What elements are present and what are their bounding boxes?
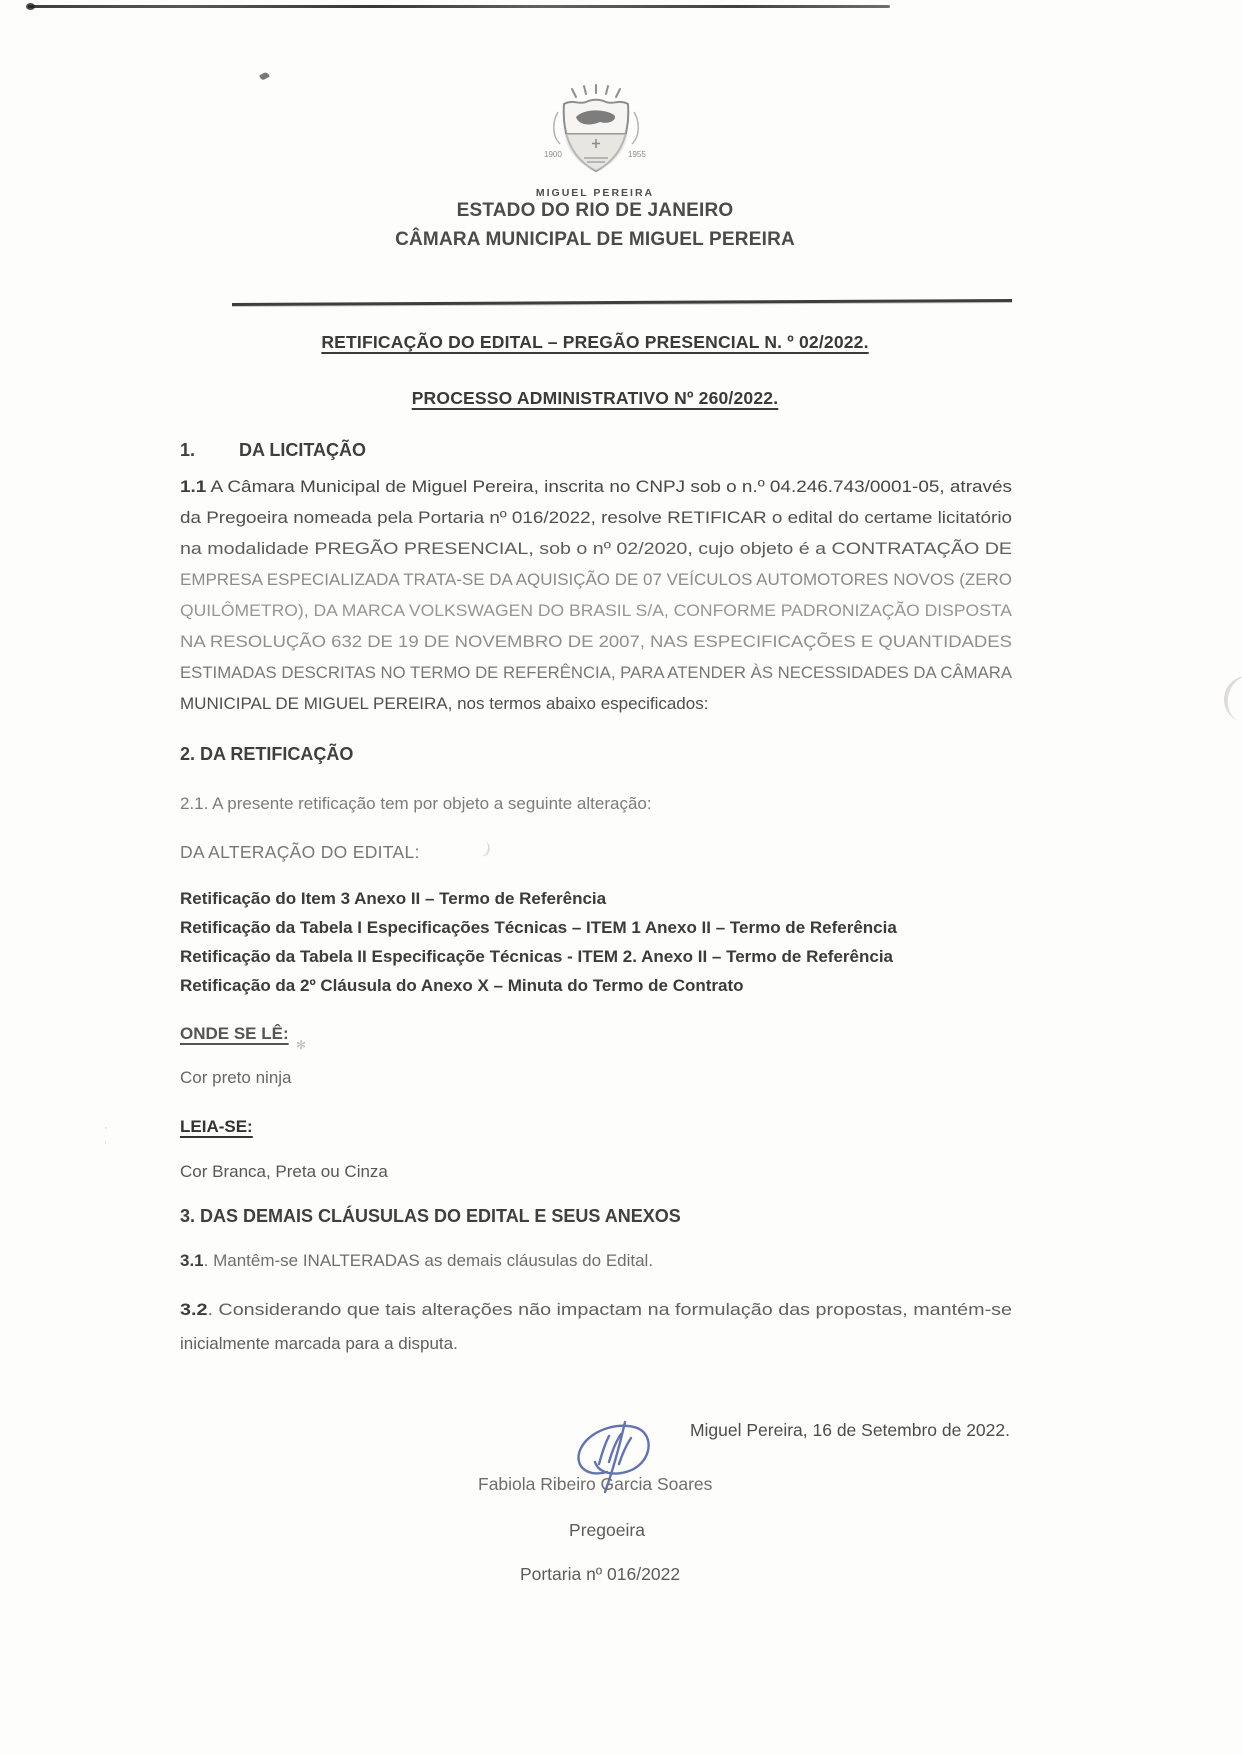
org-line: CÂMARA MUNICIPAL DE MIGUEL PEREIRA [395,229,795,250]
header-separator-rule [232,299,1012,306]
item-3-2-text: . Considerando que tais alterações não impactam na formulação das propostas, mantém-se [207,1300,1012,1319]
item-3-2-line-1 [180,1300,1012,1320]
date-place-line: Miguel Pereira, 16 de Setembro de 2022. [689,1420,1010,1440]
paragraph-line: na modalidade PREGÃO PRESENCIAL, sob o nº 02/2020, cujo objeto é a CONTRATAÇÃO DE [180,539,1013,558]
paragraph-line: MUNICIPAL DE MIGUEL PEREIRA, nos termos abaixo especificados: [180,694,709,713]
item-3-2-number: 3.2 [180,1300,208,1319]
scan-artifact-margin-dots: · . [104,1122,116,1146]
item-3-1 [180,1251,653,1271]
signer-role: Pregoeira [569,1520,645,1540]
document-title: RETIFICAÇÃO DO EDITAL – PREGÃO PRESENCIAL N. º 02/2022. [321,332,869,352]
paragraph-line: da Pregoeira nomeada pela Portaria nº 016/2022, resolve RETIFICAR o edital do certame licitatório [180,508,1012,527]
signer-ordinance: Portaria nº 016/2022 [519,1564,681,1584]
section-2-heading: 2. DA RETIFICAÇÃO [180,744,354,764]
section-1-heading [180,440,366,461]
state-line: ESTADO DO RIO DE JANEIRO [456,200,734,221]
coat-of-arms-icon [520,84,670,180]
section-1-title: DA LICITAÇÃO [239,440,366,460]
leia-se-label: LEIA-SE: [180,1117,253,1136]
crest-caption: MIGUEL PEREIRA [535,187,655,199]
item-3-1-text: . Mantêm-se INALTERADAS as demais cláusulas do Edital. [203,1251,654,1270]
rectification-item: Retificação da Tabela I Especificações Técnicas – ITEM 1 Anexo II – Termo de Referência [180,918,897,937]
leia-se-text: Cor Branca, Preta ou Cinza [180,1162,388,1181]
section-1-number: 1. [180,440,196,460]
paragraph-line: A Câmara Municipal de Miguel Pereira, inscrita no CNPJ sob o n.º 04.246.743/0001-05, através [206,477,1013,496]
signer-name: Fabiola Ribeiro Garcia Soares [478,1474,713,1494]
scan-artifact-squiggle [472,838,492,858]
scan-artifact-speck [259,71,270,81]
letterhead [0,196,1190,254]
paragraph-number: 1.1 [180,477,207,496]
alteration-subheading: DA ALTERAÇÃO DO EDITAL: [180,842,420,862]
rectification-item: Retificação da 2º Cláusula do Anexo X – Minuta do Termo de Contrato [180,976,744,995]
scan-artifact-asterisk: ✻ [296,1038,307,1052]
scan-artifact-edge-smudge [1219,671,1242,726]
rectification-item: Retificação da Tabela II Especificaçõe Técnicas - ITEM 2. Anexo II – Termo de Referência [180,947,894,966]
item-3-2-line-2: inicialmente marcada para a disputa. [180,1334,458,1353]
rectification-list [180,884,1040,1000]
section-3-heading: 3. DAS DEMAIS CLÁUSULAS DO EDITAL E SEUS ANEXOS [180,1206,681,1226]
scan-artifact-top-line [28,5,890,8]
paragraph-line: EMPRESA ESPECIALIZADA TRATA-SE DA AQUISIÇÃO DE 07 VEÍCULOS AUTOMOTORES NOVOS (ZERO [180,570,1012,589]
onde-se-le-label: ONDE SE LÊ: [180,1024,289,1043]
scan-artifact-top-blob [26,3,35,10]
crest-year-left: 1900 [544,150,562,159]
item-3-1-number: 3.1 [180,1251,204,1270]
paragraph-line: ESTIMADAS DESCRITAS NO TERMO DE REFERÊNCIA, PARA ATENDER ÀS NECESSIDADES DA CÂMARA [180,663,1012,682]
onde-se-le-text: Cor preto ninja [180,1068,292,1087]
crest-year-right: 1955 [628,150,646,159]
section-1-paragraph [180,471,1012,719]
paragraph-line: QUILÔMETRO), DA MARCA VOLKSWAGEN DO BRASIL S/A, CONFORME PADRONIZAÇÃO DISPOSTA [180,601,1012,620]
item-2-1: 2.1. A presente retificação tem por objeto a seguinte alteração: [180,794,652,813]
paragraph-line: NA RESOLUÇÃO 632 DE 19 DE NOVEMBRO DE 2007, NAS ESPECIFICAÇÕES E QUANTIDADES [180,632,1013,651]
coat-of-arms [495,84,695,199]
process-subtitle: PROCESSO ADMINISTRATIVO Nº 260/2022. [411,388,779,408]
rectification-item: Retificação do Item 3 Anexo II – Termo de Referência [180,889,607,908]
